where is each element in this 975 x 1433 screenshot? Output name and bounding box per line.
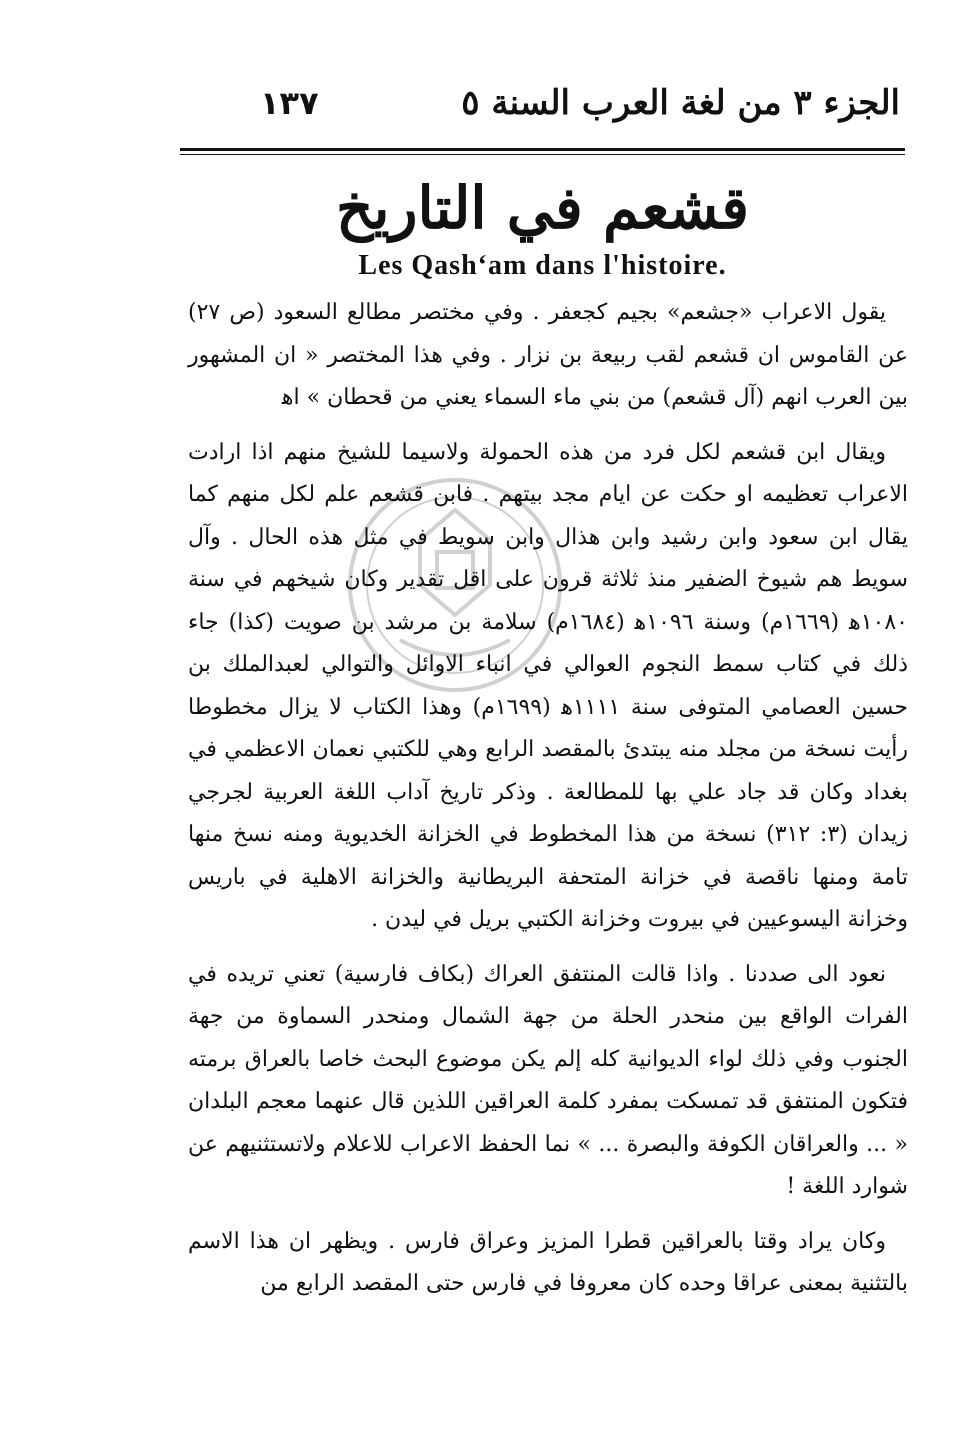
header-rule	[180, 148, 905, 151]
article-title-french: Les Qash‘am dans l'histoire.	[358, 250, 727, 281]
paragraph-4: وكان يراد وقتا بالعراقين قطرا المزيز وعراق فارس . ويظهر ان هذا الاسم بالتثنية بمعنى عراقا وحده كان معروفا في فارس حتى المقصد الرابع من	[188, 1228, 908, 1296]
paragraph-3: نعود الى صددنا . واذا قالت المنتفق العراك (بكاف فارسية) تعني تريده في الفرات الواقع بين منحدر الحلة من جهة الشمال ومنحدر السماوة من جهة الجنوب وفي ذلك لواء الديوانية كله إلم يكن موضوع البحث خاصا بالعراق برمته فتكون المنتفق قد تمسكت بمفرد كلمة العراقين اللذين قال عنهما معجم البلدان « ... والعراقان الكوفة والبصرة ... » نما الحفظ الاعراب للاعلام ولاتستثنيهم عن شوارد اللغة !	[188, 961, 908, 1199]
running-head: الجزء ٣ من لغة العرب السنة ٥	[461, 83, 900, 123]
article-title-arabic: قشعم في التاريخ	[335, 174, 750, 242]
page-header	[180, 68, 900, 138]
paragraph-2: ويقال ابن قشعم لكل فرد من هذه الحمولة ولاسيما للشيخ منهم اذا ارادت الاعراب تعظيمه او حكت عن ايام مجد بيتهم . فابن قشعم علم لكل منهم كما يقال ابن سعود وابن رشيد وابن هذال وابن سويط في مثل هذه الحال . وآل سويط هم شيوخ الضفير منذ ثلاثة قرون على اقل تقدير وكان شيخهم في سنة ١٠٨٠ﻫ (١٦٦٩م) وسنة ١٠٩٦ﻫ (١٦٨٤م) سلامة بن مرشد بن صويت (كذا) جاء ذلك في كتاب سمط النجوم العوالي في انباء الاوائل والتوالي لعبدالملك بن حسين العصامي المتوفى سنة ١١١١ﻫ (١٦٩٩م) وهذا الكتاب لا يزال مخطوطا رأيت نسخة من مجلد منه يبتدئ بالمقصد الرابع وهي للكتبي نعمان الاعظمي في بغداد وكان قد جاد علي بها للمطالعة . وذكر تاريخ آداب اللغة العربية لجرجي زيدان (٣: ٣١٢) نسخة من هذا المخطوط في الخزانة الخديوية ومنه نسخ منها تامة ومنها ناقصة في خزانة المتحفة البريطانية والخزانة الاهلية في باريس وخزانة اليسوعيين في بيروت وخزانة الكتبي بريل في ليدن .	[188, 439, 909, 932]
page-number: ١٣٧	[260, 84, 319, 122]
library-seal-icon	[340, 470, 570, 700]
article-body	[188, 292, 908, 1318]
paragraph-1: يقول الاعراب «جشعم» بجيم كجعفر . وفي مختصر مطالع السعود (ص ٢٧) عن القاموس ان قشعم لقب ربيعة بن نزار . وفي هذا المختصر « ان المشهور بين العرب انهم (آل قشعم) من بني ماء السماء يعني من قحطان » اﻫ	[188, 300, 908, 410]
header-rule-thin	[180, 154, 905, 155]
